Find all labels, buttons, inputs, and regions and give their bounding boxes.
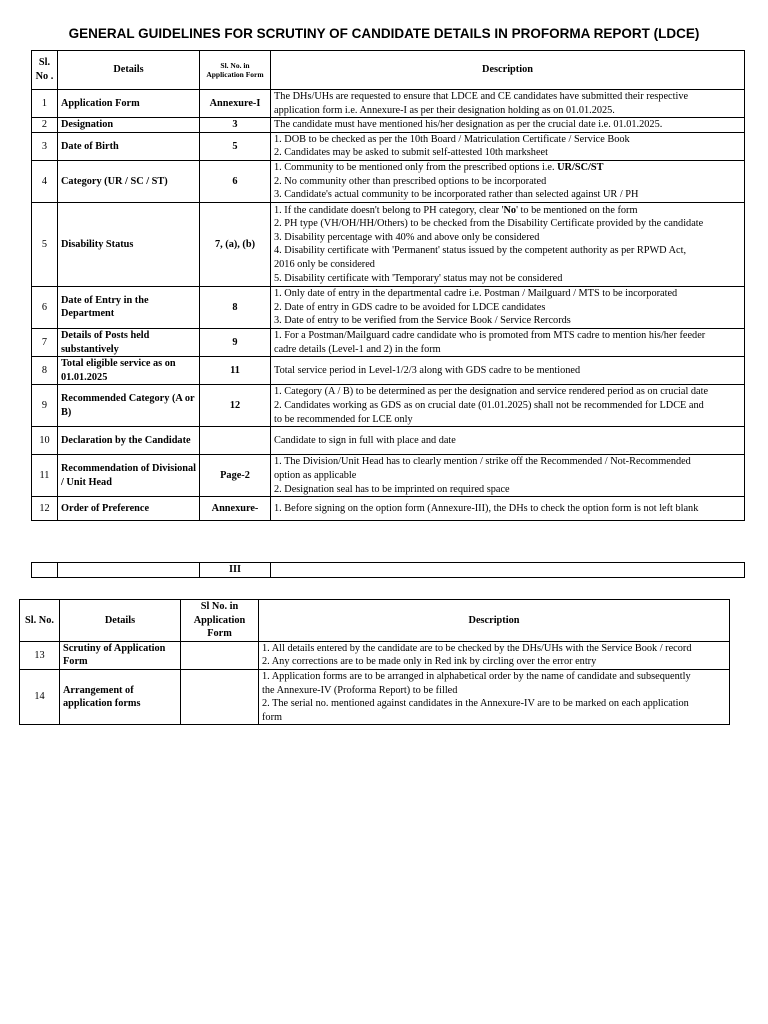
description-line: 1. Application forms are to be arranged in alphabetical order by the name of candidate and subsequently [262,670,691,682]
description-line: 3. Date of entry to be verified from the Service Book / Service Rercords [274,315,571,327]
description-line: 2. Date of entry in GDS cadre to be avoided for LDCE candidates [274,301,546,313]
row-details: Date of Birth [58,132,200,160]
description-line: 2. The serial no. mentioned against candidates in the Annexure-IV are to be marked on each application [262,698,689,710]
header-details: Details [60,600,181,642]
row-app-slno: 7, (a), (b) [200,202,271,286]
table-row [32,132,745,160]
description-line: 2. No community other than prescribed options to be incorporated [274,175,547,187]
description-line: Total service period in Level-1/2/3 along with GDS cadre to be mentioned [274,364,581,376]
description-line: 2. Any corrections are to be made only in Red ink by circling over the error entry [262,656,597,668]
description-line: 4. Disability certificate with 'Permanent' status issued by the competent authority as per RPWD Act, [274,245,687,257]
row-number: 14 [20,669,60,724]
row-app-slno: Annexure-I [200,90,271,118]
description-line: cadre details (Level-1 and 2) in the form [274,343,441,355]
description-line: application form i.e. Annexure-I as per their designation holding as on 01.01.2025. [274,104,615,116]
row-app-slno: 3 [200,118,271,133]
description-line: 5. Disability certificate with 'Temporary' status may not be considered [274,272,563,284]
description-line: 1. For a Postman/Mailguard cadre candidate who is promoted from MTS cadre to mention his/her feeder [274,329,706,341]
row-details: Details of Posts held substantively [58,328,200,356]
table-row [32,118,745,133]
row-number: 6 [32,286,58,328]
row-description [271,118,745,133]
row-description [271,427,745,455]
row-number: 2 [32,118,58,133]
header-description: Description [259,600,730,642]
table-row [32,385,745,427]
row-details: Total eligible service as on 01.01.2025 [58,357,200,385]
table-row [32,328,745,356]
table-row [32,455,745,497]
header-slno: Sl. No . [32,51,58,90]
row-details: Recommended Category (A or B) [58,385,200,427]
table-row [32,357,745,385]
row-number: 4 [32,160,58,202]
row-number: 1 [32,90,58,118]
row-number: 11 [32,455,58,497]
row-description [271,132,745,160]
row-description [271,90,745,118]
description-line: to be recommended for LCE only [274,413,413,425]
row-description [271,455,745,497]
description-line: 2. Candidates may be asked to submit self-attested 10th marksheet [274,147,548,159]
table-row [32,202,745,286]
row-app-slno: 6 [200,160,271,202]
table-row [32,497,745,521]
description-line: The DHs/UHs are requested to ensure that LDCE and CE candidates have submitted their respective [274,91,689,102]
row-description [259,641,730,669]
row-app-slno: 8 [200,286,271,328]
row-description [271,286,745,328]
row-app-slno [181,641,259,669]
description-line: 2. PH type (VH/OH/HH/Others) to be checked from the Disability Certificate provided by the candidate [274,218,704,230]
description-line: the Annexure-IV (Proforma Report) to be filled [262,684,458,696]
row-description [271,160,745,202]
row-details: Order of Preference [58,497,200,521]
row-details: Recommendation of Divisional / Unit Head [58,455,200,497]
row-number: 8 [32,357,58,385]
row-details: Declaration by the Candidate [58,427,200,455]
description-line: 1. Before signing on the option form (Annexure-III), the DHs to check the option form is not left blank [274,503,699,515]
description-line: Candidate to sign in full with place and date [274,435,456,447]
description-line: 1. DOB to be checked as per the 10th Board / Matriculation Certificate / Service Book [274,133,630,145]
row-description [271,497,745,521]
description-line: 2. Designation seal has to be imprinted on required space [274,483,510,495]
overflow-row-table [31,562,745,578]
table-row [32,90,745,118]
table-row [20,669,730,724]
row-details: Application Form [58,90,200,118]
row-description [271,385,745,427]
row-app-slno: 11 [200,357,271,385]
row-number: 3 [32,132,58,160]
description-line: 2. Candidates working as GDS as on crucial date (01.01.2025) shall not be recommended for LDCE and [274,400,704,412]
row-description [259,669,730,724]
header-app-slno: Sl. No. in Application Form [200,51,271,90]
row-app-slno [181,669,259,724]
header-slno: Sl. No. [20,600,60,642]
overflow-app-cell: III [200,563,271,578]
description-line: 1. If the candidate doesn't belong to PH category, clear 'No' to be mentioned on the form [274,204,638,216]
description-line: 1. Only date of entry in the departmental cadre i.e. Postman / Mailguard / MTS to be incorporated [274,288,678,300]
description-line: 1. The Division/Unit Head has to clearly mention / strike off the Recommended / Not-Recommended [274,456,691,468]
row-description [271,328,745,356]
row-app-slno: Page-2 [200,455,271,497]
guidelines-table-2 [19,599,730,725]
header-description: Description [271,51,745,90]
header-details: Details [58,51,200,90]
row-number: 5 [32,202,58,286]
description-line: 1. Category (A / B) to be determined as per the designation and service rendered period as on crucial date [274,386,709,398]
description-line: 1. Community to be mentioned only from the prescribed options i.e. UR/SC/ST [274,162,604,174]
row-details: Scrutiny of Application Form [60,641,181,669]
row-app-slno: 5 [200,132,271,160]
table-row [32,286,745,328]
row-details: Date of Entry in the Department [58,286,200,328]
header-app-slno: Sl No. in Application Form [181,600,259,642]
description-line: 3. Disability percentage with 40% and above only be considered [274,231,540,243]
row-description [271,357,745,385]
row-number: 12 [32,497,58,521]
description-line: 1. All details entered by the candidate are to be checked by the DHs/UHs with the Service Book / record [262,642,692,654]
row-description [271,202,745,286]
description-line: option as applicable [274,470,357,482]
row-app-slno: Annexure- [200,497,271,521]
row-number: 7 [32,328,58,356]
description-line: 3. Candidate's actual community to be incorporated rather than selected against UR / PH [274,189,639,201]
row-app-slno: 9 [200,328,271,356]
description-line: form [262,711,283,723]
row-details: Arrangement of application forms [60,669,181,724]
guidelines-table-1 [31,50,745,521]
row-app-slno: 12 [200,385,271,427]
row-number: 9 [32,385,58,427]
table-row [32,427,745,455]
row-details: Category (UR / SC / ST) [58,160,200,202]
table-row [20,641,730,669]
description-line: 2016 only be considered [274,259,375,271]
row-app-slno [200,427,271,455]
row-details: Designation [58,118,200,133]
page-title: GENERAL GUIDELINES FOR SCRUTINY OF CANDIDATE DETAILS IN PROFORMA REPORT (LDCE) [68,26,700,41]
description-line: The candidate must have mentioned his/her designation as per the crucial date i.e. 01.01.2025. [274,119,663,131]
row-number: 10 [32,427,58,455]
table-row [32,160,745,202]
row-number: 13 [20,641,60,669]
row-details: Disability Status [58,202,200,286]
